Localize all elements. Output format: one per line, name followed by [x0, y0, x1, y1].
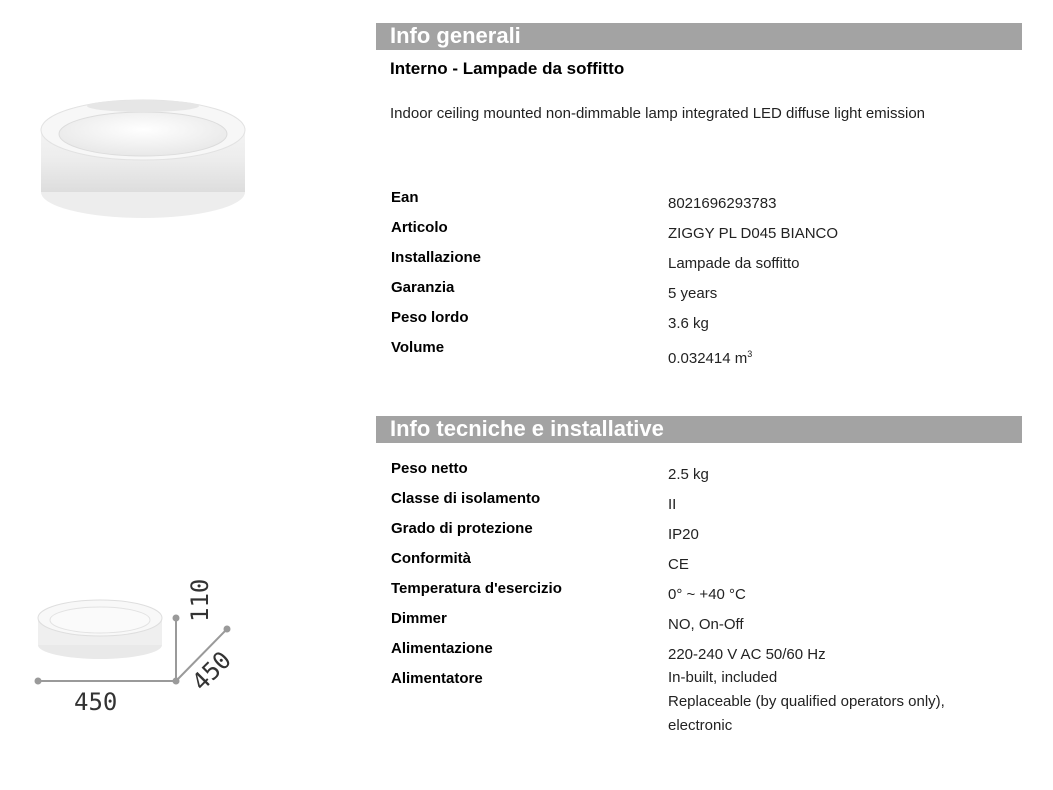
spec-label: Alimentatore	[391, 670, 483, 687]
spec-label: Temperatura d'esercizio	[391, 580, 562, 597]
spec-value: Lampade da soffitto	[668, 255, 800, 272]
spec-label: Classe di isolamento	[391, 490, 541, 507]
spec-label: Volume	[391, 339, 445, 356]
volume-value: 0.032414 m	[668, 350, 748, 367]
spec-value-line: electronic	[668, 717, 733, 734]
spec-label: Articolo	[391, 219, 448, 236]
spec-value: 2.5 kg	[668, 466, 709, 483]
dimension-drawing	[28, 560, 248, 720]
spec-label: Dimmer	[391, 610, 447, 627]
volume-unit-exponent: 3	[747, 349, 753, 359]
spec-label: Alimentazione	[391, 640, 493, 657]
product-description: Indoor ceiling mounted non-dimmable lamp integrated LED diffuse light emission	[390, 105, 926, 122]
section-header-technical: Info tecniche e installative	[376, 416, 1022, 443]
spec-value: 220-240 V AC 50/60 Hz	[668, 646, 826, 663]
spec-value	[668, 342, 1008, 371]
spec-value	[668, 666, 1008, 738]
spec-value: NO, On-Off	[668, 616, 744, 633]
spec-value: ZIGGY PL D045 BIANCO	[668, 225, 839, 242]
spec-value: IP20	[668, 526, 699, 543]
section-header-general: Info generali	[376, 23, 1022, 50]
dimension-width-label: 450	[74, 688, 118, 716]
dimension-depth-label: 450	[186, 645, 237, 697]
spec-label: Installazione	[391, 249, 482, 266]
spec-label: Conformità	[391, 550, 471, 567]
spec-label: Ean	[391, 189, 419, 206]
spec-value: 5 years	[668, 285, 718, 302]
spec-value: II	[668, 496, 677, 513]
spec-value: 3.6 kg	[668, 315, 709, 332]
spec-value-line: Replaceable (by qualified operators only),	[668, 693, 945, 710]
spec-value: CE	[668, 556, 689, 573]
spec-label: Garanzia	[391, 279, 455, 296]
spec-label: Peso netto	[391, 460, 468, 477]
lamp-product-image	[36, 92, 251, 222]
product-category-subtitle: Interno - Lampade da soffitto	[390, 59, 625, 78]
spec-value: 8021696293783	[668, 195, 777, 212]
spec-label: Peso lordo	[391, 309, 469, 326]
spec-value-line: In-built, included	[668, 669, 778, 686]
spec-label: Grado di protezione	[391, 520, 533, 537]
dimension-height-label: 110	[186, 578, 214, 622]
spec-value: 0° ~ +40 °C	[668, 586, 746, 603]
